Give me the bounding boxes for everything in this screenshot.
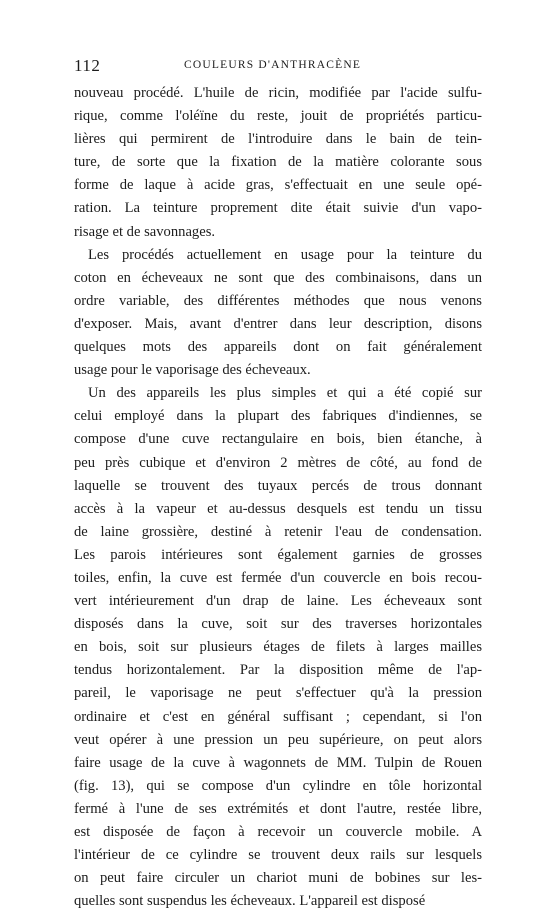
text-line: on peut faire circuler un chariot muni de bobines sur les- xyxy=(74,870,482,887)
text-line: faire usage de la cuve à wagonnets de MM. Tulpin de Rouen xyxy=(74,754,482,771)
paragraph xyxy=(74,82,482,244)
text-line: l'intérieur de ce cylindre se trouvent deux rails sur lesquels xyxy=(74,847,482,864)
text-line: risage et de savonnages. xyxy=(74,223,216,240)
text-line: (fig. 13), qui se compose d'un cylindre en tôle horizontal xyxy=(74,777,482,794)
text-line: en bois, soit sur plusieurs étages de filets à larges mailles xyxy=(74,639,482,656)
text-line: fermé à l'une de ses extrémités et dont l'autre, restée libre, xyxy=(74,800,482,817)
text-line: Les procédés actuellement en usage pour la teinture du xyxy=(88,246,482,263)
body-text xyxy=(74,82,482,913)
text-line: veut opérer à une pression un peu supérieure, on peut alors xyxy=(74,731,482,748)
text-line: disposés dans la cuve, soit sur des traverses horizontales xyxy=(74,616,482,633)
text-line: Les parois intérieures sont également garnies de grosses xyxy=(74,546,482,563)
text-line: ordre variable, des différentes méthodes que nous venons xyxy=(74,292,482,309)
text-line: celui employé dans la plupart des fabriques d'indiennes, se xyxy=(74,408,482,425)
text-line: rique, comme l'oléïne du reste, jouit de propriétés particu- xyxy=(74,108,482,125)
text-line: coton en écheveaux ne sont que des combinaisons, dans un xyxy=(74,269,482,286)
text-line: nouveau procédé. L'huile de ricin, modifiée par l'acide sulfu- xyxy=(74,85,482,101)
text-line: laquelle se trouvent des tuyaux percés de trous donnant xyxy=(74,477,482,494)
text-line: pareil, le vaporisage ne peut s'effectuer qu'à la pression xyxy=(74,685,482,702)
running-title: COULEURS D'ANTHRACÈNE xyxy=(184,59,362,71)
text-line: de laine grossière, destiné à retenir l'eau de condensation. xyxy=(74,523,482,540)
text-line: forme de laque à acide gras, s'effectuait en une seule opé- xyxy=(74,177,482,194)
text-line: quelques mots des appareils dont on fait généralement xyxy=(74,339,482,356)
text-line: usage pour le vaporisage des écheveaux. xyxy=(74,362,311,379)
text-line: d'exposer. Mais, avant d'entrer dans leur description, disons xyxy=(74,315,482,332)
text-line: vert intérieurement d'un drap de laine. Les écheveaux sont xyxy=(74,593,482,610)
text-line: accès à la vapeur et au-dessus desquels est tendu un tissu xyxy=(74,500,482,517)
text-line: ture, de sorte que la fixation de la matière colorante sous xyxy=(74,154,482,171)
running-head xyxy=(74,56,482,76)
paragraph xyxy=(74,382,482,913)
text-line: tendus horizontalement. Par la disposition même de l'ap- xyxy=(74,662,482,679)
text-line: est disposée de façon à recevoir un couvercle mobile. A xyxy=(74,824,482,840)
text-line: lières qui permirent de l'introduire dans le bain de tein- xyxy=(74,131,482,148)
text-line: quelles sont suspendus les écheveaux. L'appareil est disposé xyxy=(74,893,426,910)
text-line: Un des appareils les plus simples et qui a été copié sur xyxy=(88,385,482,402)
text-line: compose d'une cuve rectangulaire en bois, bien étanche, à xyxy=(74,431,482,448)
text-line: ordinaire et c'est en général suffisant ; cependant, si l'on xyxy=(74,708,482,725)
text-line: toiles, enfin, la cuve est fermée d'un couvercle en bois recou- xyxy=(74,569,482,586)
text-line: peu près cubique et d'environ 2 mètres de côté, au fond de xyxy=(74,454,482,471)
text-line: ration. La teinture proprement dite était suivie d'un vapo- xyxy=(74,200,482,217)
page-number: 112 xyxy=(74,56,101,75)
paragraph xyxy=(74,244,482,383)
